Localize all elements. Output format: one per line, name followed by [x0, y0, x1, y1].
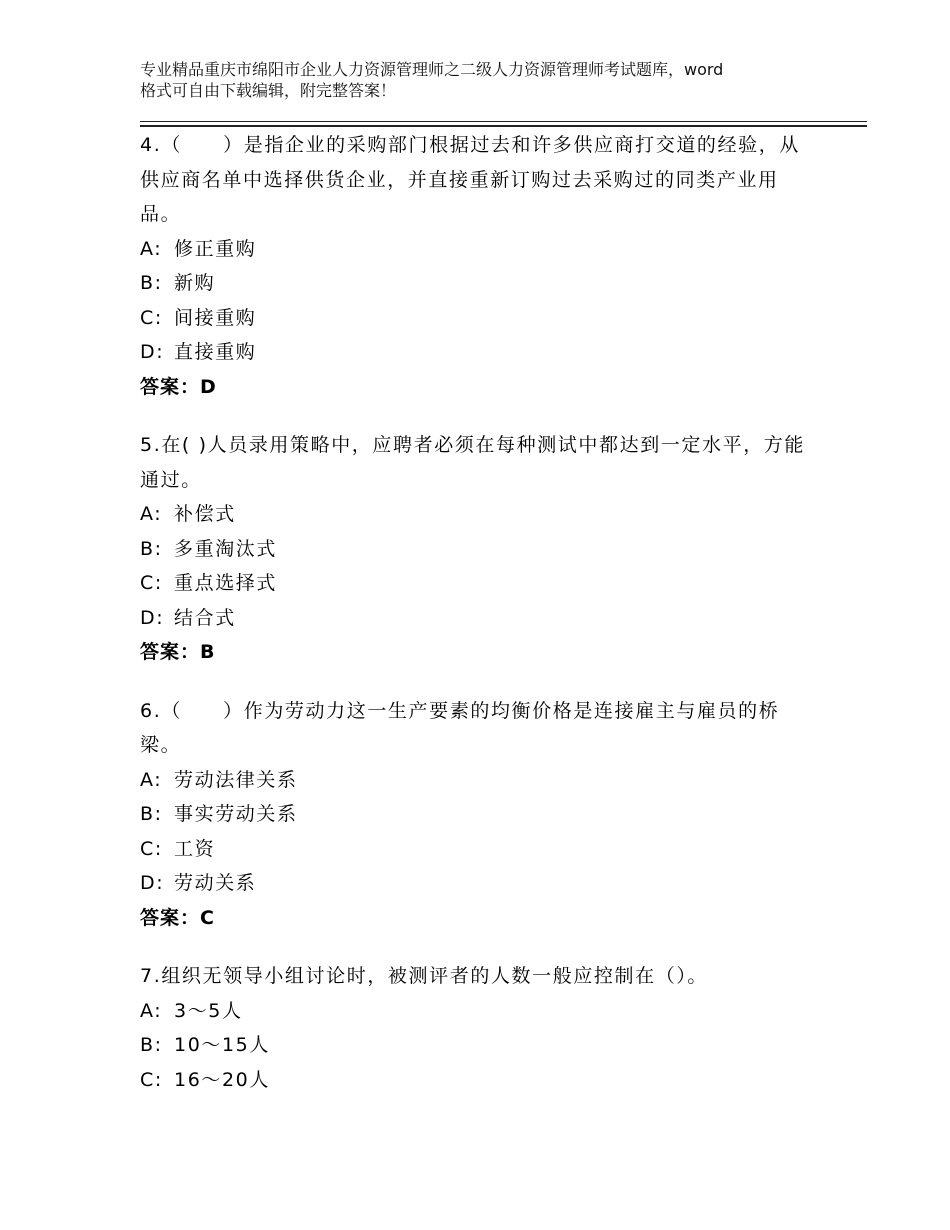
option-a: A: 修正重购 — [140, 237, 257, 260]
option-c: C: 16～20人 — [140, 1068, 270, 1091]
answer-label: 答案：C — [140, 906, 215, 929]
option-c: C: 间接重购 — [140, 306, 257, 329]
question-text: 6.（ ）作为劳动力这一生产要素的均衡价格是连接雇主与雇员的桥梁。 — [140, 699, 780, 756]
option-a: A: 劳动法律关系 — [140, 768, 298, 791]
question-list — [140, 128, 840, 1121]
option-a: A: 补偿式 — [140, 503, 236, 525]
option-d: D: 劳动关系 — [140, 872, 257, 894]
question-text: 5.在( )人员录用策略中，应聘者必须在每种测试中都达到一定水平，方能通过。 — [140, 434, 805, 491]
option-a: A: 3～5人 — [140, 999, 243, 1022]
option-c: C: 重点选择式 — [140, 572, 278, 594]
header-line-1: 专业精品重庆市绵阳市企业人力资源管理师之二级人力资源管理师考试题库，word — [140, 60, 724, 79]
question-item — [140, 128, 840, 404]
option-d: D: 直接重购 — [140, 341, 257, 363]
option-c: C: 工资 — [140, 837, 216, 860]
answer-label: 答案：B — [140, 641, 216, 663]
question-text: 7.组织无领导小组讨论时，被测评者的人数一般应控制在（）。 — [140, 965, 709, 987]
option-d: D: 结合式 — [140, 606, 236, 629]
question-item — [140, 428, 840, 670]
header-divider-thin — [140, 121, 867, 122]
option-b: B: 事实劳动关系 — [140, 803, 298, 825]
question-text: 4.（ ）是指企业的采购部门根据过去和许多供应商打交道的经验，从供应商名单中选择供货企业，并直接重新订购过去采购过的同类产业用品。 — [140, 134, 800, 225]
header-line-2: 格式可自由下载编辑，附完整答案！ — [140, 81, 397, 100]
document-header — [140, 59, 830, 101]
option-b: B: 10～15人 — [140, 1034, 270, 1056]
option-b: B: 新购 — [140, 272, 216, 294]
header-divider-thick — [140, 125, 867, 127]
option-b: B: 多重淘汰式 — [140, 537, 278, 560]
question-item — [140, 694, 840, 936]
question-item — [140, 959, 840, 1097]
answer-label: 答案：D — [140, 375, 217, 398]
